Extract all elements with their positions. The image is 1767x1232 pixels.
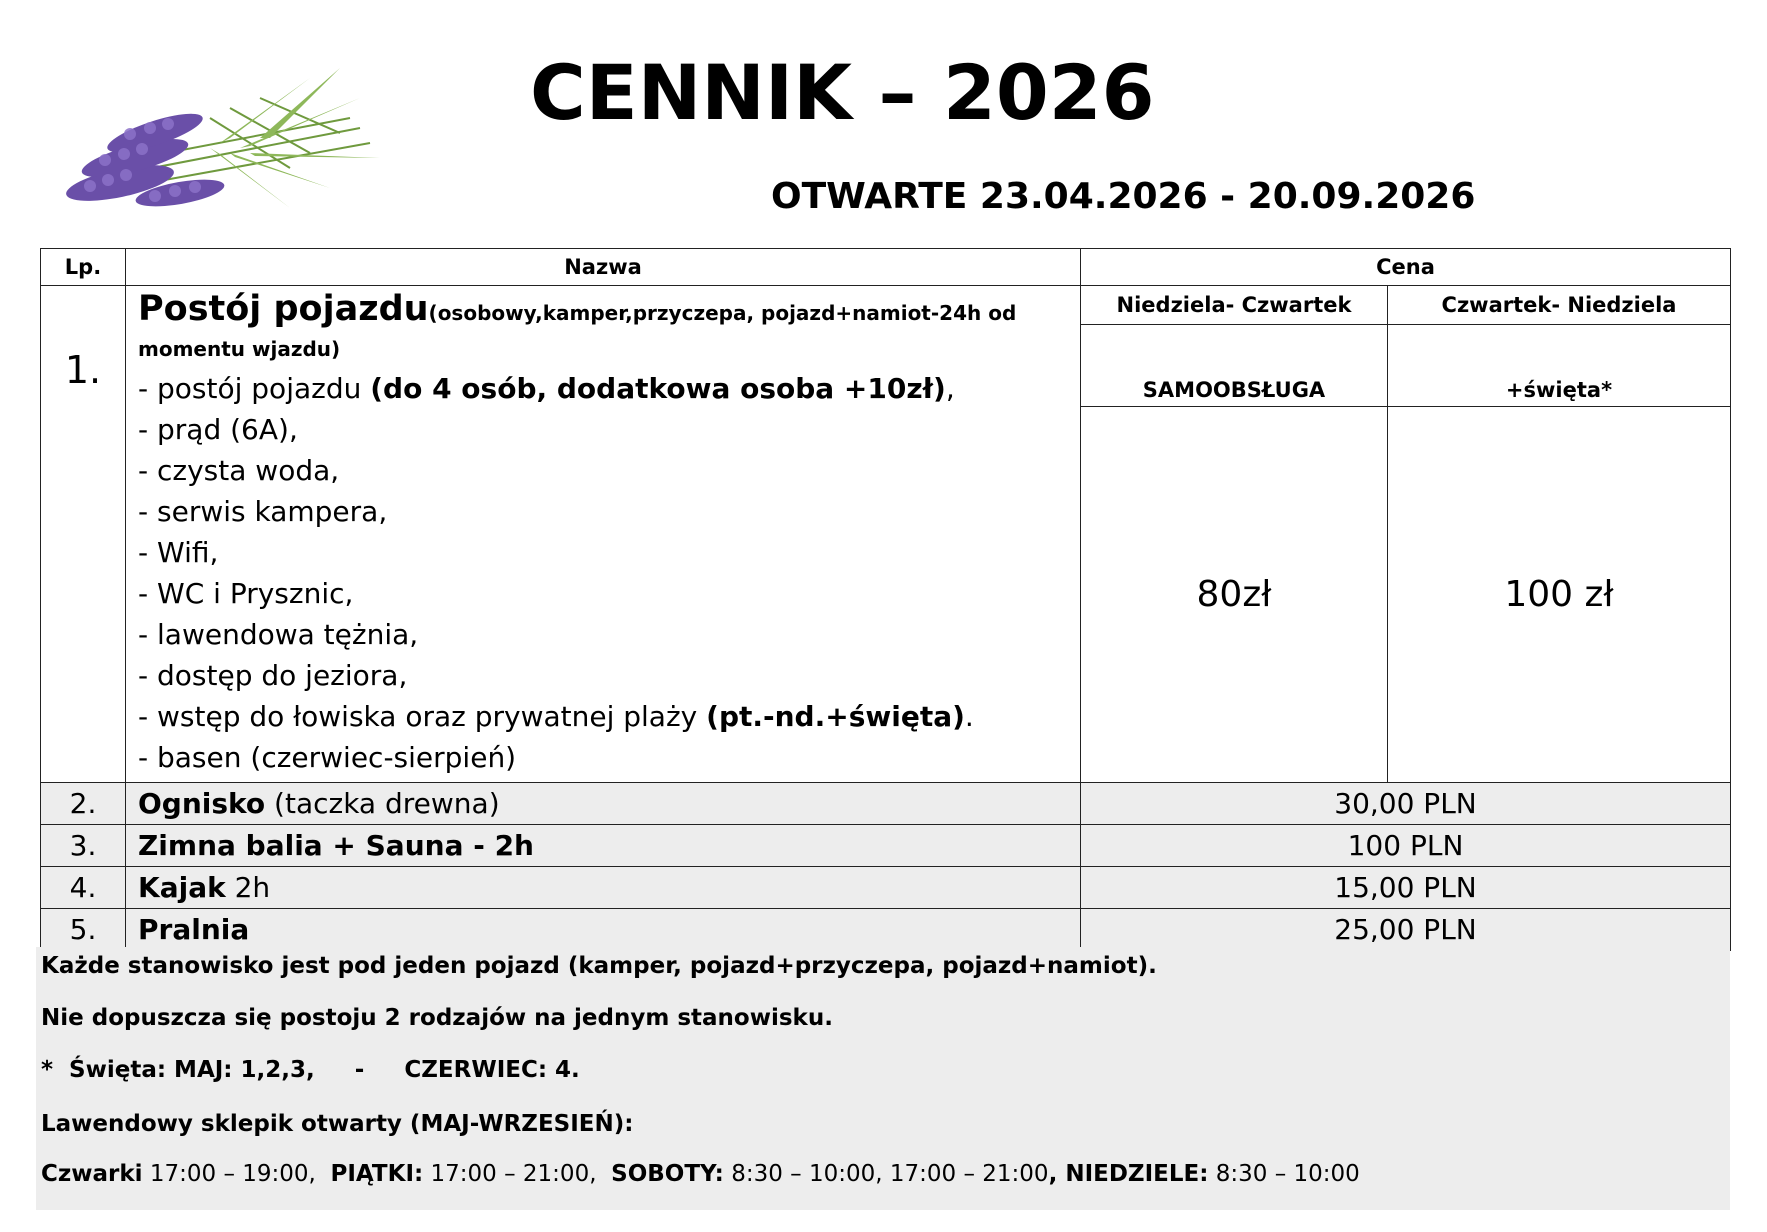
price-table	[40, 248, 1731, 951]
item1-lp: 1.	[41, 286, 126, 783]
row-name-bold: Ognisko	[138, 787, 266, 820]
row-name-bold: Zimna balia + Sauna - 2h	[138, 829, 534, 862]
row-price: 30,00 PLN	[1081, 783, 1731, 825]
note-shop-open: Lawendowy sklepik otwarty (MAJ-WRZESIEŃ):	[41, 1111, 634, 1137]
hours-day: , NIEDZIELE:	[1048, 1161, 1209, 1187]
hours-day: PIĄTKI:	[330, 1161, 424, 1187]
header-lp: Lp.	[41, 249, 126, 286]
row-lp: 2.	[41, 783, 126, 825]
item1-title: Postój pojazdu	[138, 289, 429, 329]
item1-line: - WC i Prysznic,	[138, 577, 354, 610]
row-name-rest: (taczka drewna)	[265, 787, 500, 820]
note-holidays: * Święta: MAJ: 1,2,3, - CZERWIEC: 4.	[41, 1057, 580, 1083]
row-name-bold: Kajak	[138, 871, 226, 904]
hours-time: 17:00 – 19:00,	[142, 1161, 331, 1187]
row-name-rest: 2h	[225, 871, 271, 904]
hours-time: 17:00 – 21:00,	[423, 1161, 612, 1187]
table-row	[41, 783, 1731, 825]
item1-line-pool: - basen (czerwiec-sierpień)	[138, 741, 517, 774]
price-col2-days: Czwartek- Niedziela	[1388, 286, 1731, 325]
item1-line-parking-end: ,	[945, 372, 955, 405]
notes-panel	[36, 947, 1730, 1210]
item1-line: - czysta woda,	[138, 454, 340, 487]
item1-line-parking-bold: (do 4 osób, dodatkowa osoba +10zł)	[370, 372, 946, 405]
row-price: 25,00 PLN	[1081, 909, 1731, 951]
table-row	[41, 825, 1731, 867]
price-col1-days: Niedziela- Czwartek	[1081, 286, 1388, 325]
hours-day: Czwarki	[41, 1161, 143, 1187]
item1-line-lake-end: .	[964, 700, 974, 733]
item1-price-weekend: 100 zł	[1388, 406, 1731, 782]
header-price: Cena	[1081, 249, 1731, 286]
lavender-image	[60, 58, 390, 218]
table-row	[41, 909, 1731, 951]
note-no-mixing: Nie dopuszcza się postoju 2 rodzajów na jednym stanowisku.	[41, 1005, 833, 1031]
row-name	[126, 867, 1081, 909]
shop-hours	[41, 1161, 1360, 1187]
table-row	[41, 867, 1731, 909]
item1-price-weekday: 80zł	[1081, 406, 1388, 782]
row-name	[126, 909, 1081, 951]
header-name: Nazwa	[126, 249, 1081, 286]
row-name	[126, 825, 1081, 867]
price-col1-type: SAMOOBSŁUGA	[1081, 325, 1388, 407]
item1-title-paren: (osobowy,kamper,przyczepa, pojazd+namiot-24h od momentu wjazdu)	[138, 301, 1017, 361]
row-price: 100 PLN	[1081, 825, 1731, 867]
item1-line-lake: - wstęp do łowiska oraz prywatnej plaży	[138, 700, 707, 733]
row-lp: 4.	[41, 867, 126, 909]
row-price: 15,00 PLN	[1081, 867, 1731, 909]
hours-time: 8:30 – 10:00	[1208, 1161, 1360, 1187]
hours-day: SOBOTY:	[611, 1161, 724, 1187]
row-lp: 5.	[41, 909, 126, 951]
row-lp: 3.	[41, 825, 126, 867]
item1-line: - lawendowa tężnia,	[138, 618, 419, 651]
item1-line-lake-bold: (pt.-nd.+święta)	[706, 700, 965, 733]
page-title: CENNIK – 2026	[530, 48, 1155, 137]
item1-line: - Wifi,	[138, 536, 219, 569]
item1-line: - prąd (6A),	[138, 413, 298, 446]
row-name	[126, 783, 1081, 825]
item1-line: - serwis kampera,	[138, 495, 388, 528]
opening-dates: OTWARTE 23.04.2026 - 20.09.2026	[771, 176, 1476, 217]
hours-time: 8:30 – 10:00, 17:00 – 21:00	[723, 1161, 1049, 1187]
note-one-vehicle: Każde stanowisko jest pod jeden pojazd (kamper, pojazd+przyczepa, pojazd+namiot).	[41, 953, 1157, 979]
item1-description	[126, 286, 1081, 783]
price-col2-type: +święta*	[1388, 325, 1731, 407]
item1-line: - dostęp do jeziora,	[138, 659, 408, 692]
row-name-bold: Pralnia	[138, 913, 250, 946]
item1-line-parking: - postój pojazdu	[138, 372, 371, 405]
